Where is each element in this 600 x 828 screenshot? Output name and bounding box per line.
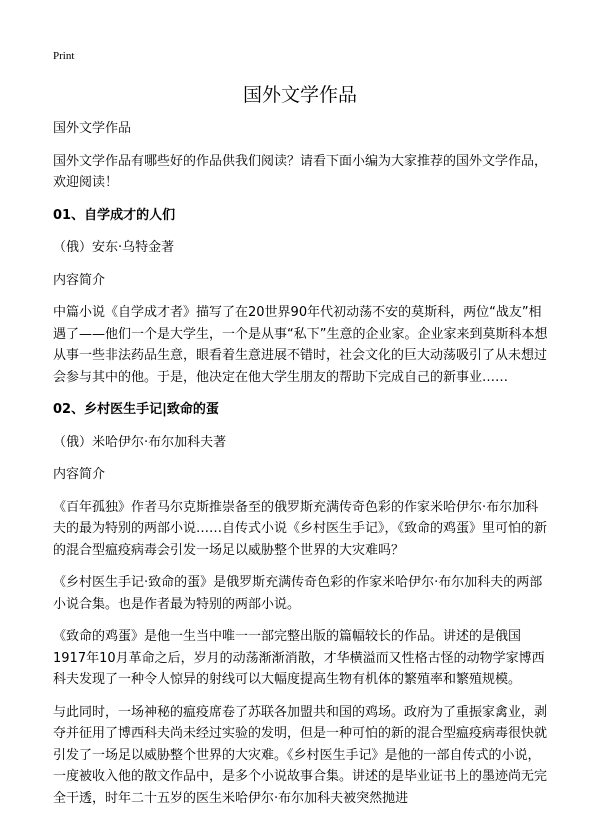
section-1-paragraph: 中篇小说《自学成才者》描写了在20世界90年代初动荡不安的莫斯科，两位“战友”相遇了——他们一个是大学生，一个是从事“私下”生意的企业家。企业家来到莫斯科本想从事一些非法药品生意，眼看着生意进展不错时，社会文化的巨大动荡吸引了从未想过会参与其中的他。于是，他决定在他大学生朋友的帮助下完成自己的新事业…… [53,305,548,385]
section-2-summary-label: 内容简介 [53,467,106,482]
section-1-author: （俄）安东·乌特金著 [53,240,175,255]
page-title: 国外文学作品 [242,84,357,106]
section-2-paragraph: 《乡村医生手记·致命的蛋》是俄罗斯充满传奇色彩的作家米哈伊尔·布尔加科夫的两部小说合集。也是作者最为特别的两部小说。 [53,575,543,612]
section-2-paragraph: 与此同时，一场神秘的瘟疫席卷了苏联各加盟共和国的鸡场。政府为了重振家禽业，剥夺并征用了博西科夫尚未经过实验的发明，但是一种可怕的新的混合型瘟疫病毒很快就引发了一场足以威胁整个世界的大灾难。《乡村医生手记》是他的一部自传式的小说，一度被收入他的散文作品中，是多个小说故事合集。讲述的是毕业证书上的墨迹尚无完全干透，时年二十五岁的医生米哈伊尔·布尔加科夫被突然抛进 [53,704,548,806]
intro-paragraph: 国外文学作品有哪些好的作品供我们阅读？请看下面小编为大家推荐的国外文学作品，欢迎阅读！ [53,153,548,190]
section-heading-1: 01、自学成才的人们 [53,207,176,223]
print-label: Print [53,50,75,62]
document-body [53,118,549,820]
section-2-author: （俄）米哈伊尔·布尔加科夫著 [53,434,227,450]
section-1-summary-label: 内容简介 [53,272,106,288]
section-2-paragraph: 《致命的鸡蛋》是他一生当中唯一一部完整出版的篇幅较长的作品。讲述的是俄国1917年10月革命之后，岁月的动荡渐渐消散，才华横溢而又性格古怪的动物学家博西科夫发现了一种令人惊异的射线可以大幅度提高生物有机体的繁殖率和繁殖规模。 [53,629,545,687]
section-heading-2: 02、乡村医生手记|致命的蛋 [53,402,219,417]
section-2-paragraph: 《百年孤独》作者马尔克斯推崇备至的俄罗斯充满传奇色彩的作家米哈伊尔·布尔加科夫的最为特别的两部小说……自传式小说《乡村医生手记》，《致命的鸡蛋》里可怕的新的混合型瘟疫病毒会引发一场足以威胁整个世界的大灾难吗？ [53,499,548,558]
subtitle: 国外文学作品 [53,121,132,136]
